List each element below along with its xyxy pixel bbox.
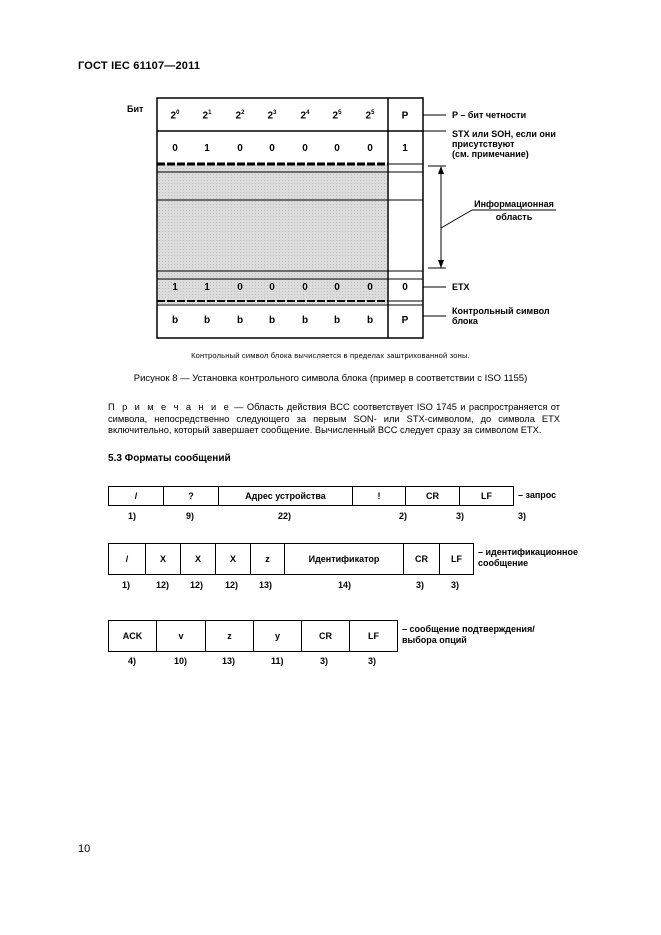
msg-num: 22)	[278, 511, 292, 521]
etx-bit: 0	[367, 282, 373, 293]
msg-num: 11)	[271, 656, 284, 666]
bcc-bit: b	[203, 315, 211, 326]
etx-bit: 0	[269, 282, 275, 293]
stx-bit: 0	[367, 143, 373, 154]
bcc-bit: P	[401, 315, 409, 326]
msg-num: 2)	[399, 511, 408, 521]
stx-bit: 1	[402, 143, 408, 154]
msg-num: 3)	[368, 656, 377, 666]
msg-num: 3)	[518, 511, 527, 521]
bit-header-5: $2^5$	[332, 110, 342, 122]
bit-header-0: $2^0$	[170, 110, 180, 122]
bit-header-parity: P	[401, 110, 409, 122]
bcc-bit: b	[171, 315, 179, 326]
note-paragraph: П р и м е ч а н и е — Область действия BCC соответствует ISO 1745 и распространяется от символа, непосредственно следующего за первым SON- или STX-символом, до символа ETX включительно, который завершает сообщение. Вычисленный BCC следует сразу за символом ETX.	[108, 402, 561, 435]
etx-bit: 1	[172, 282, 178, 293]
stx-bit: 0	[237, 143, 243, 154]
msg-num: 9)	[186, 511, 195, 521]
msg-cell: !	[353, 487, 406, 505]
msg-cell: v	[157, 621, 206, 651]
label-info-area: Информационная область	[474, 199, 554, 222]
msg-num: 1)	[122, 580, 131, 590]
msg-cell: CR	[406, 487, 460, 505]
msg-acknowledgement	[108, 620, 398, 652]
msg-num: 13)	[222, 656, 236, 666]
figure-caption: Рисунок 8 — Установка контрольного символа блока (пример в соответствии с ISO 1155)	[133, 373, 528, 384]
stx-bit: 0	[172, 143, 178, 154]
msg-num: 10)	[174, 656, 188, 666]
stx-bit: 0	[334, 143, 340, 154]
msg-cell: LF	[451, 554, 462, 564]
msg-identification	[108, 543, 474, 575]
label-bcc: Контрольный символ блока	[452, 306, 550, 326]
bit-header-6: $2^5$	[365, 110, 375, 122]
msg-num: 1)	[128, 511, 137, 521]
bcc-bit: b	[268, 315, 276, 326]
msg-request-label: – запрос	[518, 490, 557, 500]
msg-identification-label: – идентификационное сообщение	[478, 547, 578, 568]
msg-cell: z	[206, 621, 254, 651]
bcc-bit: b	[236, 315, 244, 326]
msg-num: 14)	[338, 580, 352, 590]
etx-bit: 0	[302, 282, 308, 293]
msg-cell: z	[251, 544, 285, 574]
page-number: 10	[78, 843, 91, 855]
bit-header-1: $2^1$	[202, 110, 212, 122]
etx-bit: 0	[402, 282, 408, 293]
msg-cell: ACK	[109, 621, 157, 651]
msg-request	[108, 486, 514, 506]
section-title: 5.3 Форматы сообщений	[108, 453, 231, 464]
msg-num: 13)	[259, 580, 273, 590]
msg-num: 12)	[156, 580, 170, 590]
bcc-diagram	[0, 0, 661, 360]
msg-cell: CR	[302, 621, 350, 651]
msg-cell: LF	[368, 631, 379, 641]
bit-label: Бит	[127, 104, 144, 114]
msg-num: 4)	[128, 656, 137, 666]
page-header: ГОСТ IEC 61107—2011	[78, 60, 201, 72]
bcc-bit: b	[333, 315, 341, 326]
bcc-bit: b	[366, 315, 374, 326]
bit-header-2: $2^2$	[235, 110, 245, 122]
msg-num: 3)	[320, 656, 329, 666]
msg-cell: ?	[164, 487, 219, 505]
stx-bit: 0	[269, 143, 275, 154]
stx-bit: 0	[302, 143, 308, 154]
bit-header-3: $2^3$	[267, 110, 277, 122]
etx-bit: 0	[237, 282, 243, 293]
msg-cell: LF	[481, 491, 492, 501]
bit-header-4: $2^4$	[300, 110, 310, 122]
label-etx: ETX	[452, 282, 470, 292]
label-stx: STX или SOH, если они присутствуют (см. примечание)	[452, 129, 556, 159]
msg-cell: /	[109, 487, 164, 505]
etx-bit: 0	[334, 282, 340, 293]
msg-num: 3)	[451, 580, 460, 590]
bcc-bit: b	[301, 315, 309, 326]
msg-cell: Адрес устройства	[219, 487, 353, 505]
msg-cell: /	[109, 544, 146, 574]
msg-num: 12)	[190, 580, 204, 590]
msg-num: 12)	[225, 580, 239, 590]
stx-bit: 1	[204, 143, 210, 154]
etx-bit: 1	[204, 282, 210, 293]
msg-cell: X	[146, 544, 181, 574]
msg-cell: CR	[404, 544, 440, 574]
msg-num: 3)	[456, 511, 465, 521]
msg-acknowledgement-label: – сообщение подтверждения/ выбора опций	[402, 624, 535, 645]
msg-cell: X	[216, 544, 251, 574]
figure-note: Контрольный символ блока вычисляется в пределах заштрихованной зоны.	[191, 351, 470, 360]
msg-cell: Идентификатор	[285, 544, 404, 574]
label-parity: P – бит четности	[452, 110, 527, 120]
figure-bcc	[0, 0, 661, 360]
msg-cell: y	[254, 621, 302, 651]
msg-num: 3)	[416, 580, 425, 590]
msg-cell: X	[181, 544, 216, 574]
